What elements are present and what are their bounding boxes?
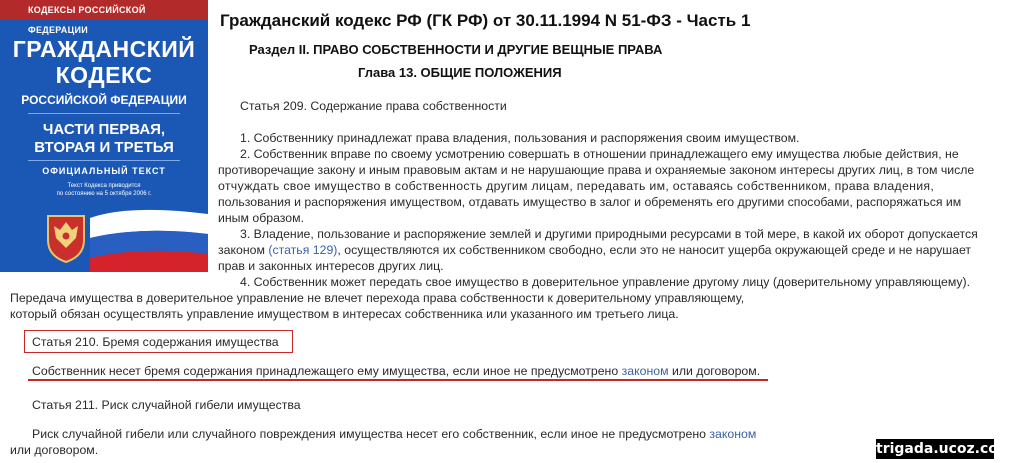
cover-parts-line2: ВТОРАЯ И ТРЕТЬЯ: [34, 139, 174, 156]
document-title: Гражданский кодекс РФ (ГК РФ) от 30.11.1994 N 51-ФЗ - Часть 1: [220, 11, 751, 30]
cover-official-text: ОФИЦИАЛЬНЫЙ ТЕКСТ: [42, 166, 166, 176]
russian-flag-icon: [90, 204, 208, 272]
article-209-paragraph-1: 1. Собственнику принадлежат права владения, пользования и распоряжения своим имуществом.: [240, 131, 800, 145]
article-211-text-part: Риск случайной гибели или случайного повреждения имущества несет его собственник, если иное не предусмотрено: [32, 427, 710, 441]
article-209-paragraph-3: прав и законных интересов других лиц.: [218, 259, 444, 273]
cover-title-line1: ГРАЖДАНСКИЙ: [12, 36, 196, 62]
article-211-text: [32, 426, 756, 442]
article-129-link[interactable]: (статья 129): [268, 243, 338, 257]
cover-parts-line1: ЧАСТИ ПЕРВАЯ,: [42, 121, 166, 138]
cover-divider: [28, 113, 180, 114]
article-211-title: Статья 211. Риск случайной гибели имущества: [32, 398, 301, 412]
article-209-paragraph-2: иным образом.: [218, 211, 305, 225]
article-209-paragraph-5: который обязан осуществлять управление имуществом в интересах собственника или указанного им третьего лица.: [10, 307, 679, 321]
article-209-paragraph-2: отчуждать свое имущество в собственность другим лицам, передавать им, оставаясь собственником, права владения,: [218, 179, 935, 193]
article-209-paragraph-3: 3. Владение, пользование и распоряжение землей и другими природными ресурсами в той мере, в какой их оборот допускается: [240, 227, 978, 241]
article-210-text-part: Собственник несет бремя содержания принадлежащего ему имущества, если иное не предусмотрено: [32, 364, 622, 378]
book-cover-image: [0, 0, 208, 272]
article-210-underline: [28, 379, 768, 381]
article-209-text: законом: [218, 243, 269, 257]
article-209-paragraph-3: [218, 242, 971, 258]
article-209-paragraph-4: 4. Собственник может передать свое имущество в доверительное управление другому лицу (доверительному управляющему).: [240, 275, 971, 289]
article-210-text: [32, 363, 760, 379]
article-211-text: или договором.: [10, 443, 99, 457]
article-209-text: , осуществляются их собственником свободно, если это не наносит ущерба окружающей среде и не нарушает: [337, 243, 972, 257]
article-209-paragraph-2: 2. Собственник вправе по своему усмотрению совершать в отношении принадлежащего ему имущества любые действия, не: [240, 147, 959, 161]
site-watermark: trigada.ucoz.com: [876, 441, 1013, 457]
article-209-title: Статья 209. Содержание права собственности: [240, 99, 507, 113]
article-209-paragraph-5: Передача имущества в доверительное управление не влечет перехода права собственности к доверительному управляющему,: [10, 291, 745, 305]
chapter-heading: Глава 13. ОБЩИЕ ПОЛОЖЕНИЯ: [358, 65, 562, 80]
cover-divider: [28, 160, 180, 161]
cover-subtitle: РОССИЙСКОЙ ФЕДЕРАЦИИ: [21, 93, 187, 107]
law-link[interactable]: законом: [709, 427, 757, 441]
cover-note: по состоянию на 5 октября 2006 г.: [56, 191, 152, 197]
cover-title-line2: КОДЕКС: [55, 62, 153, 88]
section-heading: Раздел II. ПРАВО СОБСТВЕННОСТИ И ДРУГИЕ ВЕЩНЫЕ ПРАВА: [249, 42, 663, 57]
cover-note: Текст Кодекса приводится: [67, 183, 141, 189]
article-209-paragraph-2: противоречащие закону и иным правовым актам и не нарушающие права и охраняемые законом интересы других лиц, в том числе: [218, 163, 975, 177]
article-209-paragraph-2: пользования и распоряжения имуществом, отдавать имущество в залог и обременять его другими способами, распоряжаться им: [218, 195, 962, 209]
article-210-title: Статья 210. Бремя содержания имущества: [32, 335, 279, 349]
cover-top-band: КОДЕКСЫ РОССИЙСКОЙ ФЕДЕРАЦИИ: [0, 0, 208, 20]
article-210-text-part: или договором.: [668, 364, 761, 378]
law-link[interactable]: законом: [621, 364, 669, 378]
coat-of-arms-icon: [42, 208, 90, 264]
